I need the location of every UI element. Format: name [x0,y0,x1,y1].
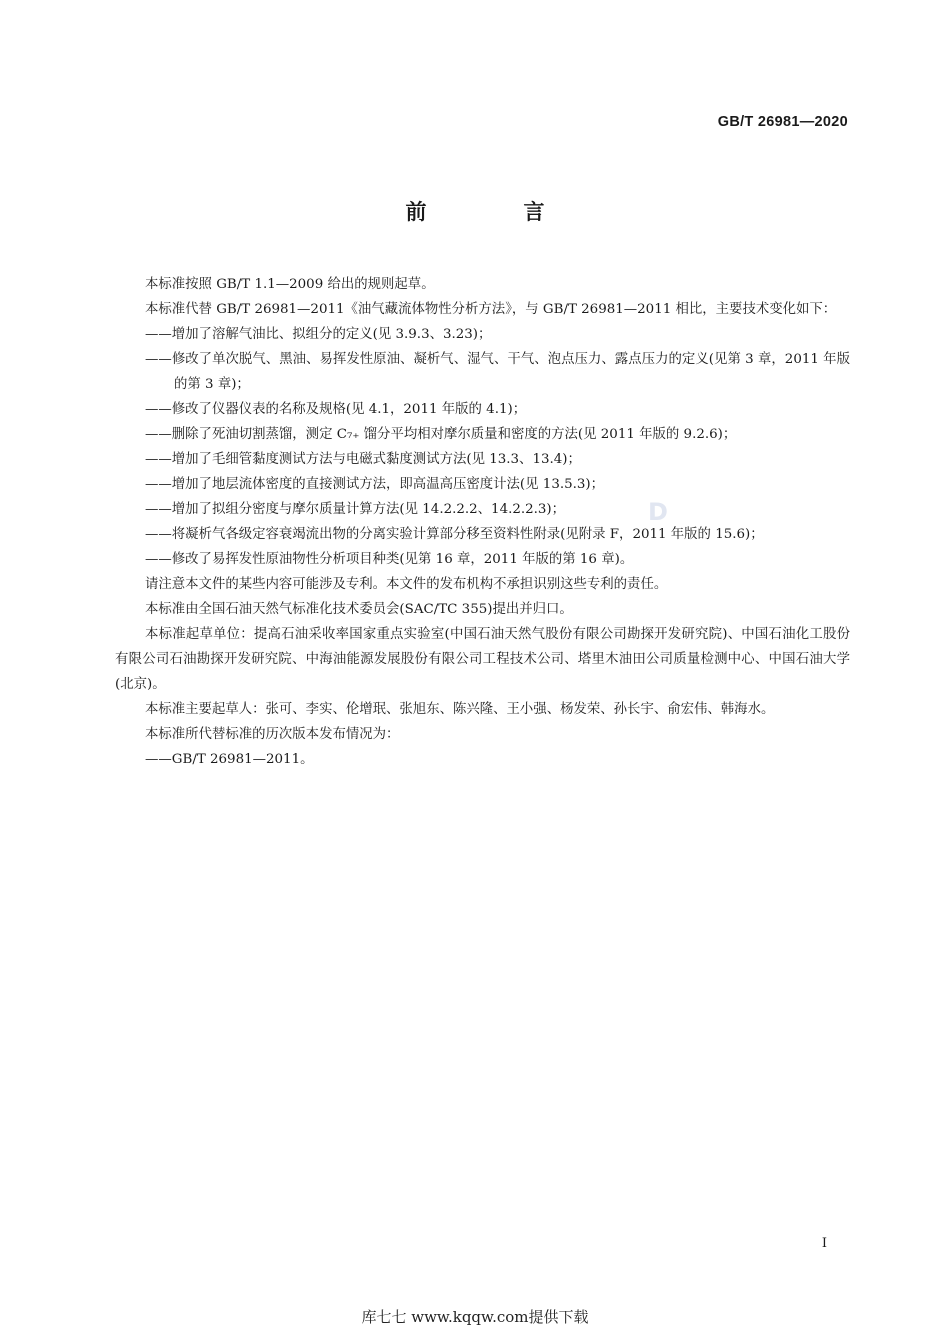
page-number: I [821,1236,827,1251]
document-body [115,272,850,772]
page-title: 前 言 [405,200,583,224]
change-item: ——删除了死油切割蒸馏，测定 C₇₊ 馏分平均相对摩尔质量和密度的方法(见 2011 年版的 9.2.6)； [145,427,737,442]
drafters-paragraph: 本标准主要起草人：张可、李实、伦增珉、张旭东、陈兴隆、王小强、杨发荣、孙长宇、俞宏伟、韩海水。 [145,702,775,717]
watermark-icon: D [648,498,668,526]
change-item: ——修改了单次脱气、黑油、易挥发性原油、凝析气、湿气、干气、泡点压力、露点压力的定义(见第 3 章，2011 年版的第 3 章)； [145,352,850,392]
intro-paragraph: 本标准按照 GB/T 1.1—2009 给出的规则起草。 [145,277,435,292]
patent-notice: 请注意本文件的某些内容可能涉及专利。本文件的发布机构不承担识别这些专利的责任。 [145,577,668,592]
change-item: ——增加了毛细管黏度测试方法与电磁式黏度测试方法(见 13.3、13.4)； [145,452,581,467]
standard-code: GB/T 26981—2020 [717,114,848,130]
intro-paragraph: 本标准代替 GB/T 26981—2011《油气藏流体物性分析方法》，与 GB/T 26981—2011 相比，主要技术变化如下： [145,302,837,317]
drafting-units-paragraph: 本标准起草单位：提高石油采收率国家重点实验室(中国石油天然气股份有限公司勘探开发研究院)、中国石油化工股份有限公司石油勘探开发研究院、中海油能源发展股份有限公司工程技术公司、塔里木油田公司质量检测中心、中国石油大学(北京)。 [115,627,850,692]
history-intro: 本标准所代替标准的历次版本发布情况为： [145,727,400,742]
download-footer: 库七七 www.kqqw.com提供下载 [361,1308,589,1326]
proposer-paragraph: 本标准由全国石油天然气标准化技术委员会(SAC/TC 355)提出并归口。 [145,602,573,617]
change-item: ——增加了溶解气油比、拟组分的定义(见 3.9.3、3.23)； [145,327,492,342]
history-item: ——GB/T 26981—2011。 [145,752,314,767]
change-item: ——将凝析气各级定容衰竭流出物的分离实验计算部分移至资料性附录(见附录 F，2011 年版的 15.6)； [145,527,764,542]
change-item: ——增加了拟组分密度与摩尔质量计算方法(见 14.2.2.2、14.2.2.3)； [145,502,566,517]
change-item: ——修改了易挥发性原油物性分析项目种类(见第 16 章，2011 年版的第 16 章)。 [145,552,634,567]
change-item: ——修改了仪器仪表的名称及规格(见 4.1，2011 年版的 4.1)； [145,402,527,417]
change-item: ——增加了地层流体密度的直接测试方法，即高温高压密度计法(见 13.5.3)； [145,477,605,492]
